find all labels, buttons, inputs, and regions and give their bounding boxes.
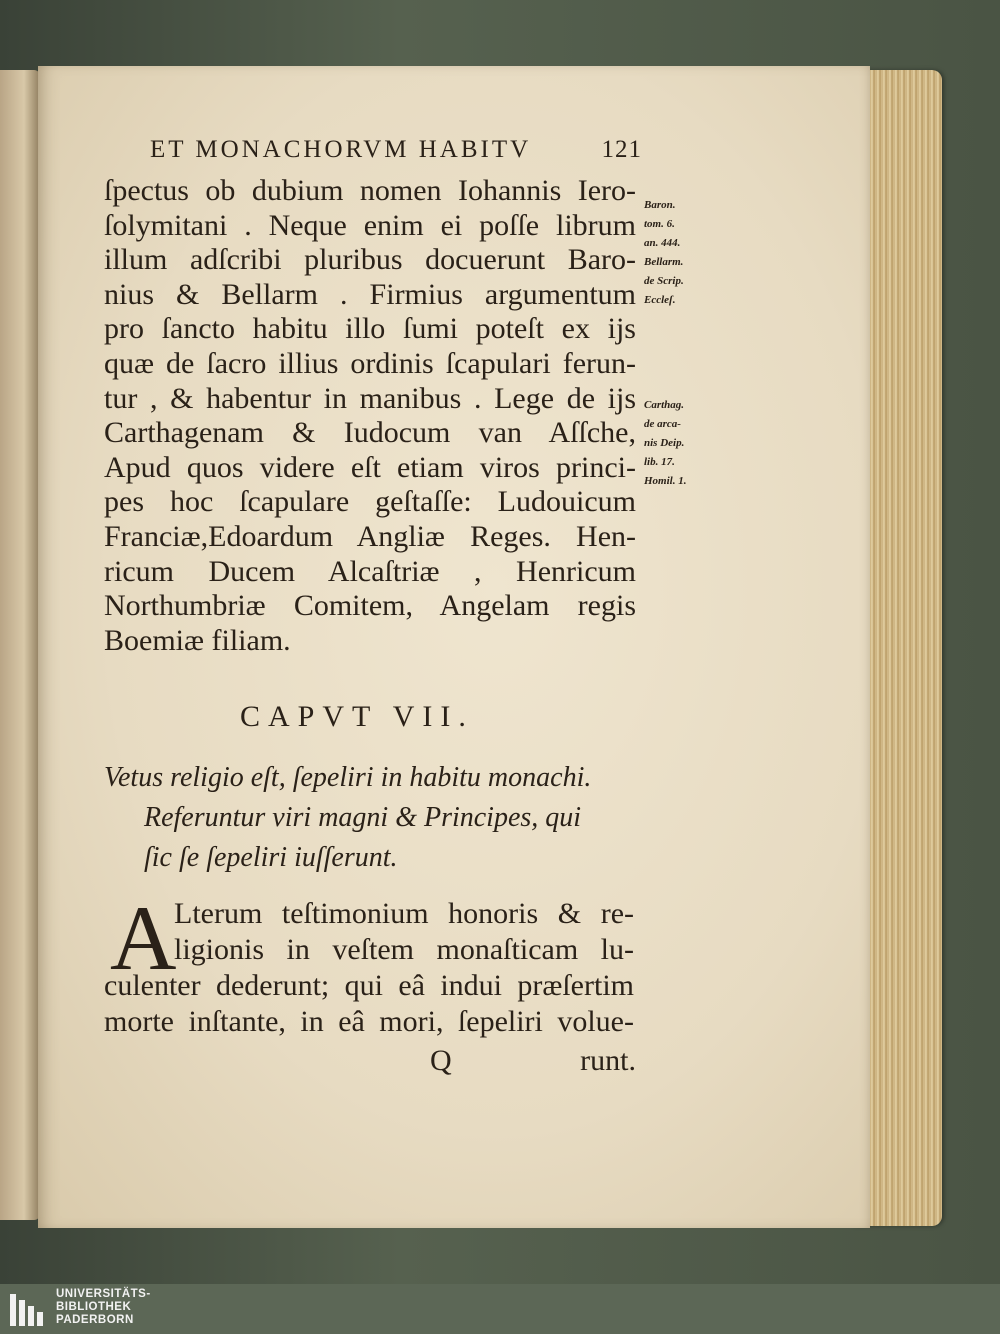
catchword: runt. bbox=[580, 1044, 636, 1077]
marginal-line: Eccleſ. bbox=[644, 294, 676, 306]
marginal-note-carthagena bbox=[644, 396, 686, 491]
signature-mark: Q bbox=[430, 1044, 452, 1077]
paragraph-line: morte inſtante, in eâ mori, ſepeliri volue- bbox=[104, 1005, 634, 1038]
body-line: Apud quos videre eſt etiam viros princi- bbox=[104, 450, 636, 484]
marginal-line: Homil. 1. bbox=[644, 475, 687, 487]
marginal-line: Carthag. bbox=[644, 399, 685, 411]
library-name-line: BIBLIOTHEK bbox=[56, 1301, 132, 1313]
paragraph-line: culenter dederunt; qui eâ indui præſertim bbox=[104, 969, 634, 1002]
page-number: 121 bbox=[601, 136, 642, 163]
summary-line: Referuntur viri magni & Principes, qui bbox=[144, 802, 582, 833]
running-title: ET MONACHORVM HABITV bbox=[150, 136, 532, 163]
chapter-heading: CAPVT VII. bbox=[240, 700, 474, 733]
library-logo-icon bbox=[8, 1290, 48, 1330]
marginal-line: Baron. bbox=[644, 199, 676, 211]
summary-line: Vetus religio eſt, ſepeliri in habitu monachi. bbox=[104, 762, 592, 793]
left-page-edge bbox=[0, 70, 40, 1220]
body-line: nius & Bellarm . Firmius argumentum bbox=[104, 277, 636, 311]
library-name-line: UNIVERSITÄTS- bbox=[56, 1288, 151, 1300]
library-name-line: PADERBORN bbox=[56, 1314, 134, 1326]
chapter-summary bbox=[104, 758, 644, 878]
body-line: tur , & habentur in manibus . Lege de ijs bbox=[104, 381, 636, 415]
body-line: ſolymitani . Neque enim ei poſſe librum bbox=[104, 208, 636, 242]
paragraph-line: ligionis in veſtem monaſticam lu- bbox=[174, 933, 634, 966]
body-line: pes hoc ſcapulare geſtaſſe: Ludouicum bbox=[104, 485, 636, 519]
body-line: ſpectus ob dubium nomen Iohannis Iero- bbox=[104, 174, 636, 207]
marginal-line: de Scrip. bbox=[644, 275, 684, 287]
running-header bbox=[150, 136, 642, 172]
marginal-line: lib. 17. bbox=[644, 456, 675, 468]
paragraph bbox=[104, 887, 634, 1040]
marginal-line: de arca- bbox=[644, 418, 681, 430]
marginal-line: tom. 6. bbox=[644, 218, 675, 230]
body-line: pro ſancto habitu illo ſumi poteſt ex ijs bbox=[104, 312, 636, 346]
marginal-line: nis Deip. bbox=[644, 437, 685, 449]
marginal-line: Bellarm. bbox=[644, 256, 684, 268]
body-line: Boemiæ filiam. bbox=[104, 623, 291, 657]
body-line: Northumbriæ Comitem, Angelam regis bbox=[104, 589, 636, 623]
library-name bbox=[56, 1288, 151, 1327]
body-line: quæ de ſacro illius ordinis ſcapulari ferun- bbox=[104, 346, 636, 380]
paragraph-line: Lterum teſtimonium honoris & re- bbox=[174, 897, 634, 930]
marginal-line: an. 444. bbox=[644, 237, 681, 249]
drop-cap: A bbox=[110, 887, 177, 989]
library-footer bbox=[0, 1284, 1000, 1334]
body-text bbox=[104, 174, 636, 658]
body-line: Carthagenam & Iudocum van Aſſche, bbox=[104, 416, 636, 450]
body-line: ricum Ducem Alcaſtriæ , Henricum bbox=[104, 554, 636, 588]
summary-line: ſic ſe ſepeliri iuſſerunt. bbox=[144, 842, 398, 873]
body-line: illum adſcribi pluribus docuerunt Baro- bbox=[104, 243, 636, 277]
marginal-note-baronius bbox=[644, 196, 684, 310]
body-line: Franciæ,Edoardum Angliæ Reges. Hen- bbox=[104, 519, 636, 553]
